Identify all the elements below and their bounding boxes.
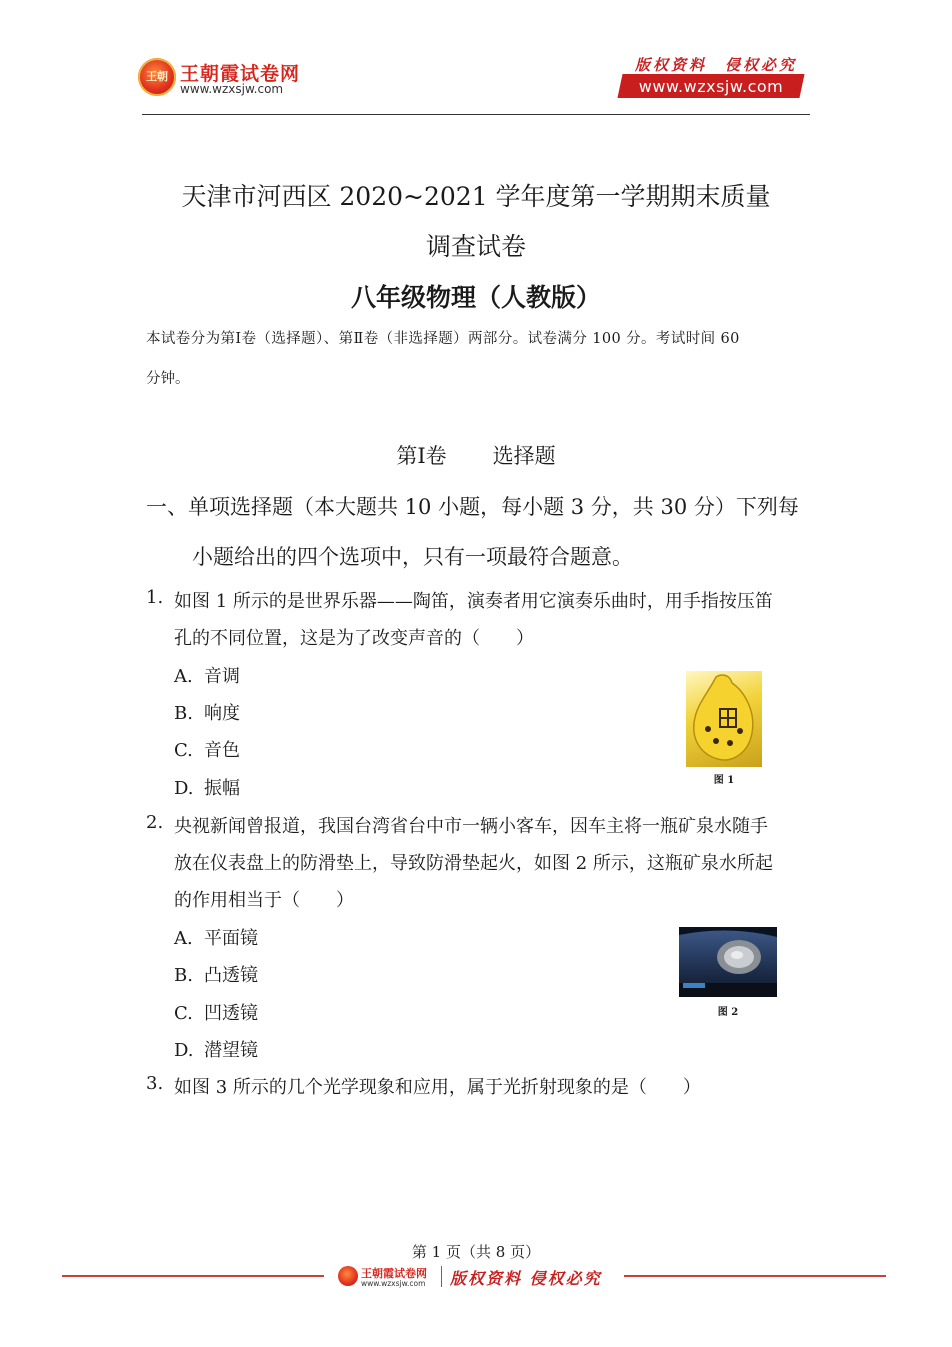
option-a[interactable] xyxy=(174,924,258,950)
exam-subject-title: 八年级物理（人教版） xyxy=(350,283,601,312)
option-text: 潜望镜 xyxy=(204,1040,258,1061)
option-b[interactable] xyxy=(174,699,240,725)
option-text: 响度 xyxy=(204,703,240,724)
option-label: C. xyxy=(174,740,193,761)
footer-slogan: 版权资料 侵权必究 xyxy=(450,1269,602,1288)
option-text: 振幅 xyxy=(204,778,240,799)
option-text: 音色 xyxy=(204,740,240,761)
footer-rule-right xyxy=(624,1275,886,1277)
banner-url[interactable]: www.wzxsjw.com xyxy=(638,77,784,96)
ocarina-figure xyxy=(686,671,762,767)
logo-mark: 王朝 xyxy=(146,70,168,83)
option-c[interactable] xyxy=(174,736,240,762)
footer-site-url[interactable]: www.wzxsjw.com xyxy=(361,1279,426,1288)
site-name: 王朝霞试卷网 xyxy=(180,63,301,85)
footer-logo-icon xyxy=(338,1266,358,1286)
option-text: 音调 xyxy=(204,666,240,687)
footer-site-name: 王朝霞试卷网 xyxy=(361,1267,427,1280)
header-divider xyxy=(142,114,810,115)
ocarina-icon xyxy=(686,671,762,767)
section-instructions-line1: 一、单项选择题（本大题共 10 小题，每小题 3 分，共 30 分）下列每 xyxy=(146,495,799,519)
option-text: 凸透镜 xyxy=(204,965,258,986)
option-text: 平面镜 xyxy=(204,928,258,949)
question-text: 放在仪表盘上的防滑垫上，导致防滑垫起火，如图 2 所示，这瓶矿泉水所起 xyxy=(174,853,773,874)
option-label: C. xyxy=(174,1003,193,1024)
option-d[interactable] xyxy=(174,774,240,800)
site-logo-icon xyxy=(138,58,176,96)
option-label: B. xyxy=(174,703,193,724)
option-label: A. xyxy=(174,928,193,949)
footer-rule-left xyxy=(62,1275,324,1277)
exam-intro-line2: 分钟。 xyxy=(146,371,190,387)
footer-separator xyxy=(441,1266,442,1287)
question-text: 的作用相当于（ ） xyxy=(174,890,354,911)
option-label: B. xyxy=(174,965,193,986)
option-label: A. xyxy=(174,666,193,687)
question-number: 1. xyxy=(146,587,164,608)
option-label: D. xyxy=(174,778,194,799)
figure-caption: 图 1 xyxy=(713,775,735,786)
burning-mat-figure xyxy=(679,927,777,997)
question-text: 如图 1 所示的是世界乐器——陶笛，演奏者用它演奏乐曲时，用手指按压笛 xyxy=(174,591,773,612)
exam-title-line2: 调查试卷 xyxy=(425,232,526,261)
option-label: D. xyxy=(174,1040,194,1061)
copyright-slogan: 版权资料 侵权必究 xyxy=(634,56,797,74)
exam-intro-line1: 本试卷分为第Ⅰ卷（选择题）、第Ⅱ卷（非选择题）两部分。试卷满分 100 分。考试时间 60 xyxy=(146,331,740,347)
question-text: 如图 3 所示的几个光学现象和应用，属于光折射现象的是（ ） xyxy=(174,1077,701,1098)
part-name: 第Ⅰ卷 xyxy=(396,444,447,468)
site-url[interactable]: www.wzxsjw.com xyxy=(180,82,284,96)
question-number: 2. xyxy=(146,812,164,833)
option-a[interactable] xyxy=(174,662,240,688)
option-c[interactable] xyxy=(174,999,258,1025)
option-text: 凹透镜 xyxy=(204,1003,258,1024)
question-text: 孔的不同位置，这是为了改变声音的（ ） xyxy=(174,628,534,649)
part-subtitle: 选择题 xyxy=(492,444,556,468)
burn-mark-icon xyxy=(679,927,777,997)
question-text: 央视新闻曾报道，我国台湾省台中市一辆小客车，因车主将一瓶矿泉水随手 xyxy=(174,816,768,837)
figure-caption: 图 2 xyxy=(717,1007,739,1018)
question-number: 3. xyxy=(146,1073,164,1094)
option-d[interactable] xyxy=(174,1036,258,1062)
page-number: 第 1 页（共 8 页） xyxy=(411,1243,541,1261)
exam-title-line1: 天津市河西区 2020~2021 学年度第一学期期末质量 xyxy=(181,182,771,211)
section-instructions-line2: 小题给出的四个选项中，只有一项最符合题意。 xyxy=(192,545,633,569)
option-b[interactable] xyxy=(174,961,258,987)
part-heading xyxy=(0,440,952,470)
